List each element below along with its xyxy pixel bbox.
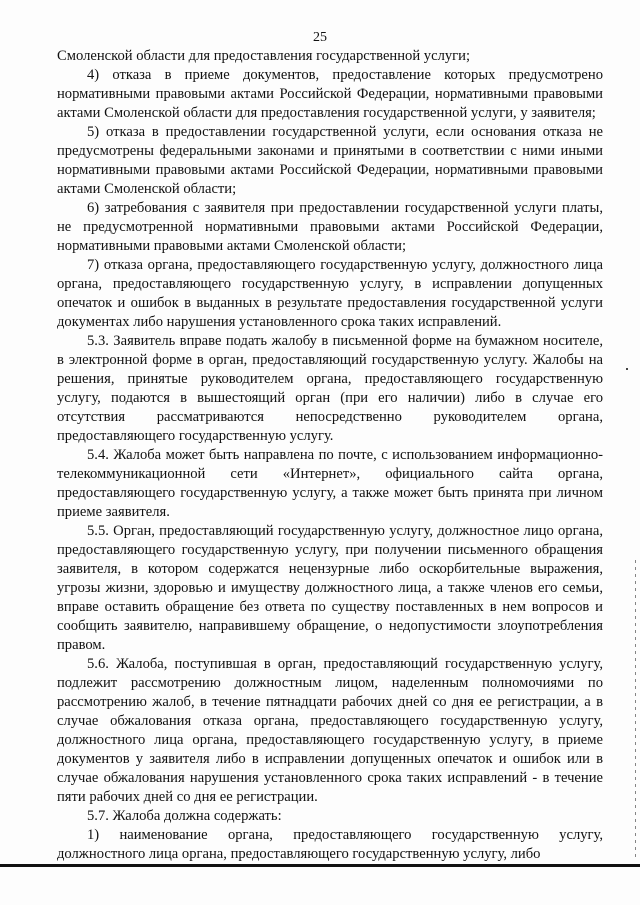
paragraph-5-5: 5.5. Орган, предоставляющий государственную услугу, должностное лицо органа, предоставляющего государственную услугу, при получении письменного обращения заявителя, в котором содержатся нецензурные либо оскорбительные выражения, угрозы жизни, здоровью и имуществу должностного лица, а также членов его семьи, вправе оставить обращение без ответа по существу поставленных в нем вопросов и сообщить заявителю, направившему обращение, о недопустимости злоупотребления правом. [57, 523, 603, 653]
page-number: 25 [313, 30, 327, 45]
paragraph-5-7: 5.7. Жалоба должна содержать: [87, 808, 282, 824]
paragraph-item-7: 7) отказа органа, предоставляющего государственную услугу, должностного лица органа, предоставляющего государственную услугу, в исправлении допущенных опечаток и ошибок в выданных в результате предоставления государственной услуги документах либо нарушения установленного срока таких исправлений. [57, 257, 603, 330]
document-body [57, 47, 603, 864]
scan-artifact-dot [626, 368, 628, 370]
paragraph-5-6: 5.6. Жалоба, поступившая в орган, предоставляющий государственную услугу, подлежит рассмотрению должностным лицом, наделенным полномочиями по рассмотрению жалоб, в течение пятнадцати рабочих дней со дня ее регистрации, а в случае обжалования отказа органа, предоставляющего государственную услугу, должностного лица органа, предоставляющего государственную услугу, в приеме документов у заявителя либо в исправлении допущенных опечаток и ошибок или в случае обжалования нарушения установленного срока таких исправлений - в течение пяти рабочих дней со дня ее регистрации. [57, 656, 603, 805]
scan-artifact-edge [635, 560, 636, 860]
paragraph-item-5: 5) отказа в предоставлении государственной услуги, если основания отказа не предусмотрены федеральными законами и принятыми в соответствии с ними иными нормативными правовыми актами Российской Федерации, нормативными правовыми актами Смоленской области; [57, 124, 603, 197]
paragraph-5-7-item-1: 1) наименование органа, предоставляющего государственную услугу, должностного лица органа, предоставляющего государственную услугу, либо [57, 827, 603, 862]
paragraph-item-4: 4) отказа в приеме документов, предоставление которых предусмотрено нормативными правовыми актами Российской Федерации, нормативными правовыми актами Смоленской области для предоставления государственной услуги, у заявителя; [57, 67, 603, 121]
paragraph-5-4: 5.4. Жалоба может быть направлена по почте, с использованием информационно-телекоммуникационной сети «Интернет», официального сайта органа, предоставляющего государственную услугу, а также может быть принята при личном приеме заявителя. [57, 447, 603, 520]
paragraph-5-3: 5.3. Заявитель вправе подать жалобу в письменной форме на бумажном носителе, в электронной форме в орган, предоставляющий государственную услугу. Жалобы на решения, принятые руководителем органа, предоставляющего государственную услугу, подаются в вышестоящий орган (при его наличии) либо в случае его отсутствия рассматриваются непосредственно руководителем органа, предоставляющего государственную услугу. [57, 333, 603, 444]
paragraph-continuation: Смоленской области для предоставления государственной услуги; [57, 48, 471, 64]
paragraph-item-6: 6) затребования с заявителя при предоставлении государственной услуги платы, не предусмотренной нормативными правовыми актами Российской Федерации, нормативными правовыми актами Смоленской области; [57, 200, 603, 254]
scan-artifact-bottom-line [0, 864, 640, 867]
